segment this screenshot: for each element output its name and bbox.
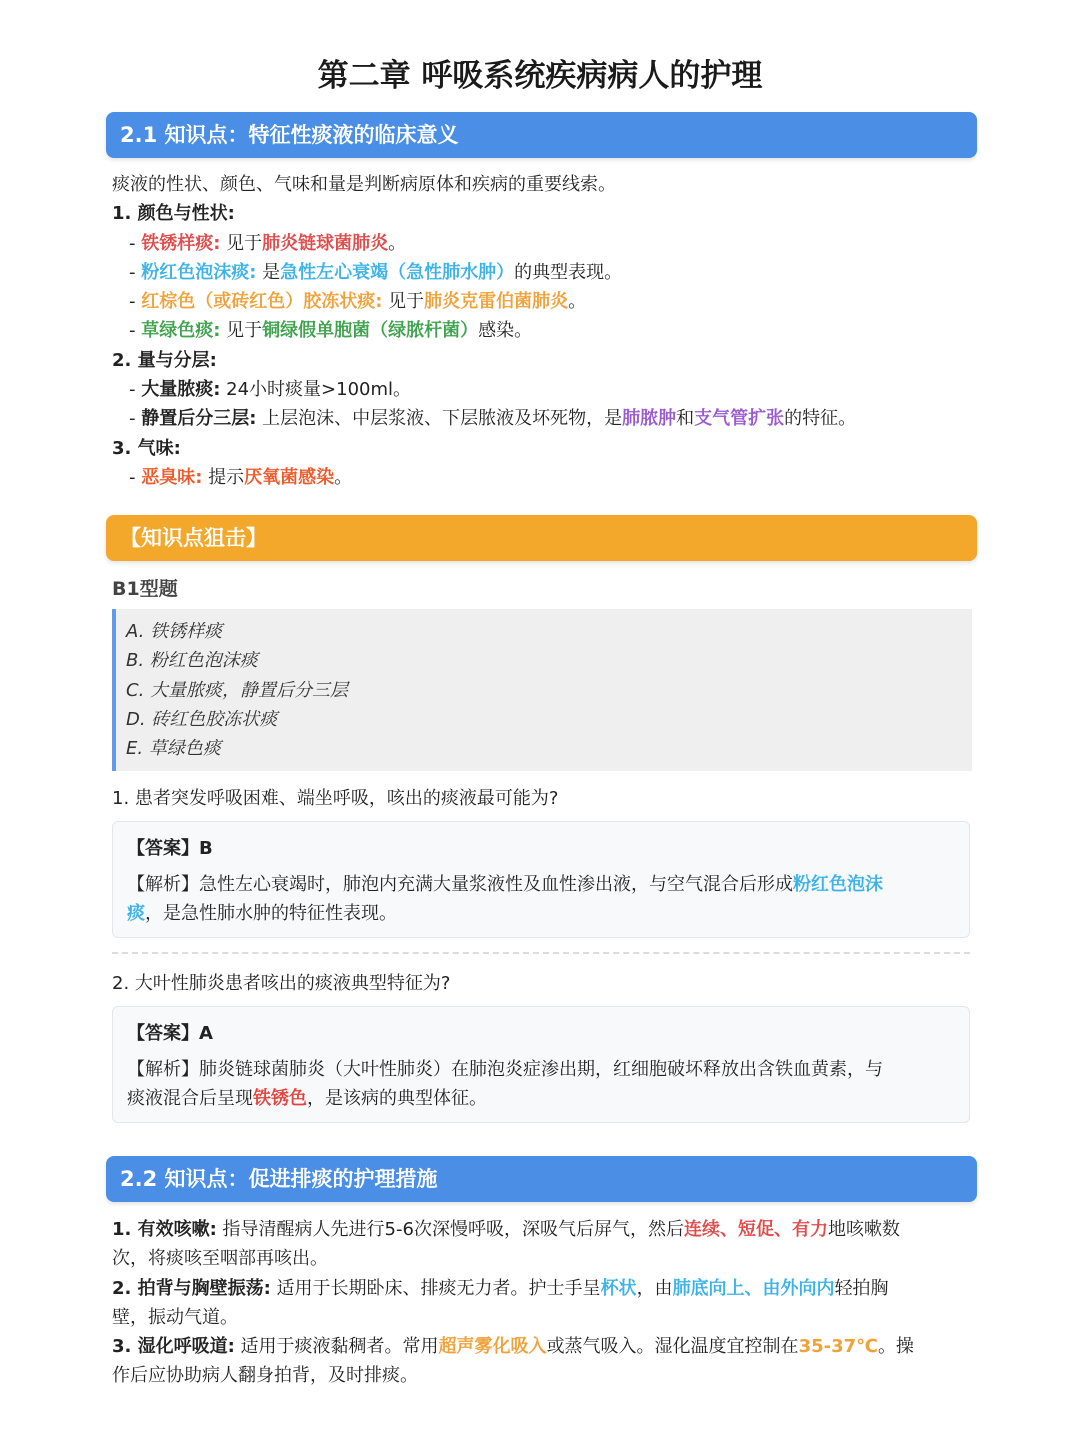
divider [112,952,970,954]
list-item: - 静置后分三层: 上层泡沫、中层浆液、下层脓液及坏死物，是肺脓肿和支气管扩张的特征。 [129,408,857,430]
page-title: 第二章 呼吸系统疾病病人的护理 [317,58,763,94]
paragraph-cough: 1. 有效咳嗽: 指导清醒病人先进行5-6次深慢呼吸，深吸气后屏气，然后连续、短促、有力地咳嗽数 次，将痰咳至咽部再咳出。 [112,1219,900,1270]
answer-box-2 [112,1006,970,1123]
quiz-header: 【知识点狙击】 [106,515,977,561]
list-item: - 草绿色痰: 见于铜绿假单胞菌（绿脓杆菌）感染。 [129,320,533,342]
option-d: D. 砖红色胶冻状痰 [126,708,278,730]
list-item: - 红棕色（或砖红色）胶冻状痰: 见于肺炎克雷伯菌肺炎。 [129,291,587,313]
heading-smell: 3. 气味: [112,437,181,459]
list-item: - 粉红色泡沫痰: 是急性左心衰竭（急性肺水肿）的典型表现。 [129,261,623,283]
option-e: E. 草绿色痰 [126,738,221,760]
answer-box-1 [112,821,970,938]
section-body-2-2 [112,1215,972,1391]
explanation: 【解析】急性左心衰竭时，肺泡内充满大量浆液性及血性渗出液，与空气混合后形成粉红色泡沫 痰，是急性肺水肿的特征性表现。 [127,873,883,924]
option-a: A. 铁锈样痰 [126,621,223,642]
answer-label: 【答案】A [127,1023,213,1044]
option-c: C. 大量脓痰，静置后分三层 [126,679,349,701]
heading-color: 1. 颜色与性状: [112,203,235,225]
question-1: 1. 患者突发呼吸困难、端坐呼吸，咳出的痰液最可能为? [112,788,559,809]
section-body-2-1 [112,170,972,492]
paragraph-humidify: 3. 湿化呼吸道: 适用于痰液黏稠者。常用超声雾化吸入或蒸气吸入。湿化温度宜控制在35-37℃。操 作后应协助病人翻身拍背，及时排痰。 [112,1336,914,1387]
list-item: - 铁锈样痰: 见于肺炎链球菌肺炎。 [129,232,407,254]
options-box [112,609,972,771]
question-2: 2. 大叶性肺炎患者咳出的痰液典型特征为? [112,973,451,994]
question-type: B1型题 [112,578,178,600]
paragraph-percussion: 2. 拍背与胸壁振荡: 适用于长期卧床、排痰无力者。护士手呈杯状，由肺底向上、由外向内轻拍胸 壁，振动气道。 [112,1277,889,1328]
section-header-2-1: 2.1 知识点：特征性痰液的临床意义 [106,112,977,158]
answer-label: 【答案】B [127,838,213,859]
list-item: - 大量脓痰: 24小时痰量>100ml。 [129,379,412,401]
intro-text: 痰液的性状、颜色、气味和量是判断病原体和疾病的重要线索。 [112,174,616,195]
option-b: B. 粉红色泡沫痰 [126,650,258,672]
explanation: 【解析】肺炎链球菌肺炎（大叶性肺炎）在肺泡炎症渗出期，红细胞破坏释放出含铁血黄素，与 痰液混合后呈现铁锈色，是该病的典型体征。 [127,1058,883,1109]
heading-amount: 2. 量与分层: [112,349,217,371]
list-item: - 恶臭味: 提示厌氧菌感染。 [129,466,353,488]
section-header-2-2: 2.2 知识点：促进排痰的护理措施 [106,1156,977,1202]
